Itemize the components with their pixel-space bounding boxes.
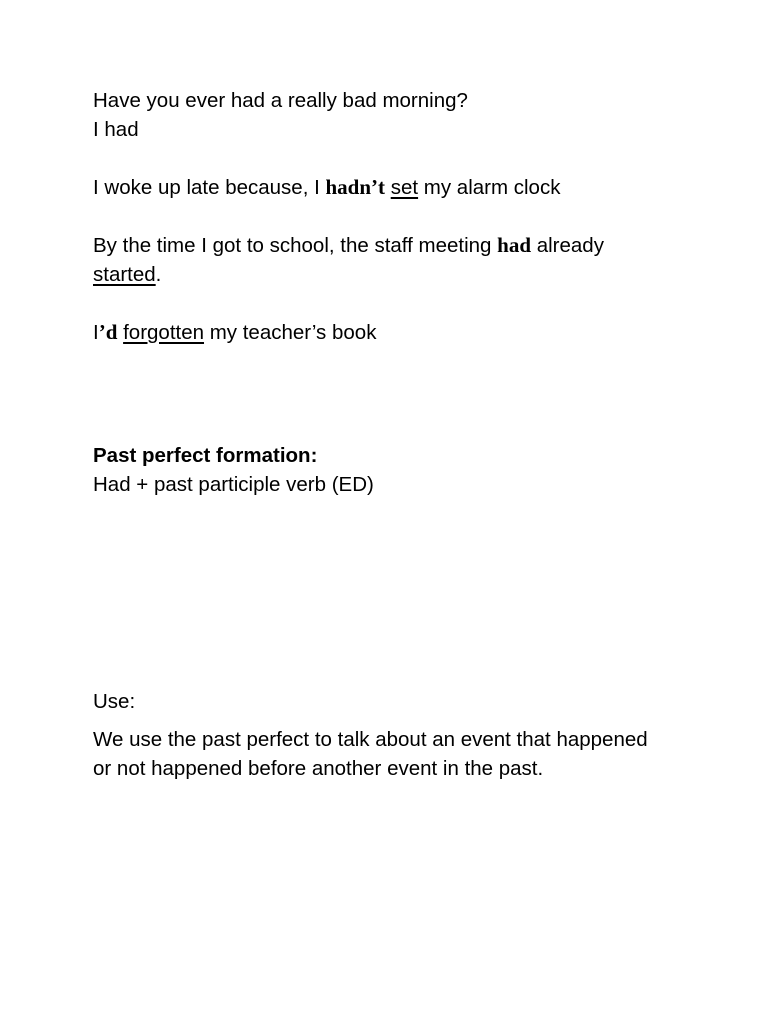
formation-rule: Had + past participle verb (ED) <box>93 473 374 496</box>
example-1-pre: I woke up late because, I <box>93 176 326 199</box>
example-2-line-2 <box>93 260 713 289</box>
example-3-pre: I <box>93 321 99 344</box>
example-2-line-1 <box>93 231 713 260</box>
use-text: We use the past perfect to talk about an event that happened or not happened before another event in the past. <box>93 728 648 780</box>
example-2-auxiliary: had <box>497 233 532 257</box>
example-1-post: my alarm clock <box>418 176 561 199</box>
example-3-post: my teacher’s book <box>204 321 377 344</box>
use-heading: Use: <box>93 690 136 713</box>
example-1-auxiliary: hadn’t <box>325 175 386 199</box>
example-3-verb: forgotten <box>123 321 205 344</box>
example-2-mid: already <box>531 234 604 257</box>
example-2-post: . <box>155 263 162 286</box>
example-2-verb: started <box>93 263 156 286</box>
example-2-pre: By the time I got to school, the staff meeting <box>93 234 498 257</box>
example-1 <box>93 173 713 202</box>
example-3 <box>93 318 713 347</box>
document-page <box>93 86 713 783</box>
intro-question: Have you ever had a really bad morning? <box>93 89 468 112</box>
formation-heading: Past perfect formation: <box>93 444 318 467</box>
example-3-auxiliary: ’d <box>98 320 118 344</box>
example-1-verb: set <box>390 176 419 199</box>
intro-answer: I had <box>93 118 139 141</box>
